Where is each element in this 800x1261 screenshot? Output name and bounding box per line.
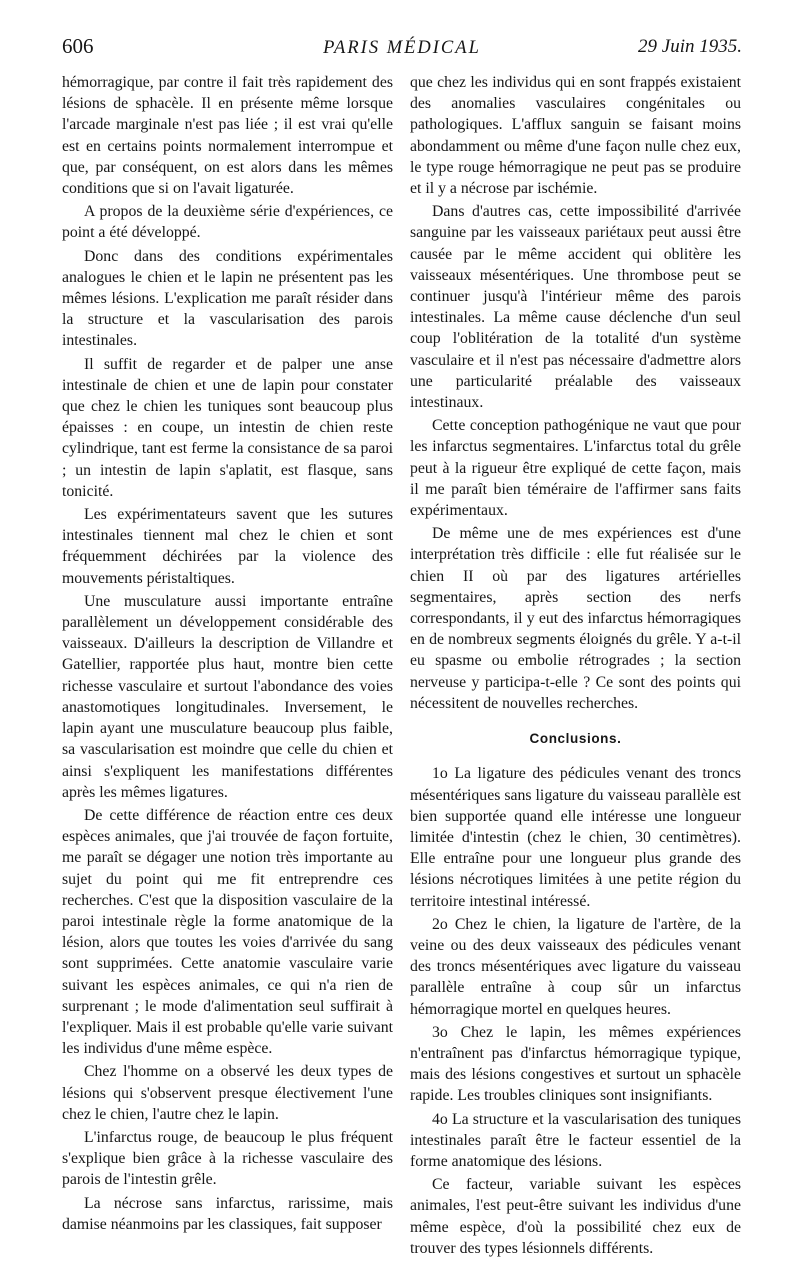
paragraph: L'infarctus rouge, de beaucoup le plus fréquent s'explique bien grâce à la richesse vasculaire des parois de l'intestin grêle. bbox=[62, 1128, 393, 1189]
paragraph: Cette conception pathogénique ne vaut que pour les infarctus segmentaires. L'infarctus total du grêle peut à la rigueur être expliqué de cette façon, mais il me paraît bien téméraire de l'affirmer sans faits expérimentaux. bbox=[410, 417, 741, 520]
left-column bbox=[62, 72, 393, 1237]
paragraph: que chez les individus qui en sont frappés existaient des anomalies vasculaires congénitales ou pathologiques. L'afflux sanguin se faisant moins abondamment ou même d'une façon nulle chez eux, le type rouge hémorragique ne peut pas se produire et il y a nécrose par ischémie. bbox=[410, 74, 741, 198]
paragraph: De même une de mes expériences est d'une interprétation très difficile : elle fut réalisée sur le chien II où par des ligatures artérielles segmentaires, après section des nerfs correspondants, il y eut des infarctus hémorragiques en de nombreux segments éloignés du grêle. Y a-t-il eu spasme ou embolie rétrogrades ; la section nerveuse y participa-t-elle ? Ce sont des points qui nécessitent de nouvelles recherches. bbox=[410, 525, 741, 712]
paragraph: A propos de la deuxième série d'expériences, ce point a été développé. bbox=[62, 203, 393, 242]
conclusion-item: 4o La structure et la vascularisation des tuniques intestinales paraît être le facteur essentiel de la forme anatomique des lésions. bbox=[410, 1110, 741, 1170]
journal-title: PARIS MÉDICAL bbox=[323, 38, 481, 58]
conclusion-item: Ce facteur, variable suivant les espèces animales, l'est peut-être suivant les individus d'une même espèce, d'où la possibilité chez eux de trouver des types lésionnels différents. bbox=[410, 1176, 741, 1257]
conclusions-heading: Conclusions. bbox=[529, 731, 622, 747]
paragraph: La nécrose sans infarctus, rarissime, mais damise néanmoins par les classiques, fait supposer bbox=[62, 1194, 393, 1233]
paragraph: Chez l'homme on a observé les deux types de lésions qui s'observent presque électivement l'une chez le chien, l'autre chez le lapin. bbox=[62, 1063, 393, 1123]
conclusion-item: 2o Chez le chien, la ligature de l'artère, de la veine ou des deux vaisseaux des pédicules venant des troncs mésentériques avec ligature du vaisseau parallèle entraîne à coup sûr un infarctus hémorragique mortel en quelques heures. bbox=[410, 915, 741, 1018]
paragraph: Donc dans des conditions expérimentales analogues le chien et le lapin ne présentent pas les mêmes lésions. L'explication me paraît résider dans la structure et la vascularisation des parois intestinales. bbox=[62, 247, 393, 350]
paragraph: Dans d'autres cas, cette impossibilité d'arrivée sanguine par les vaisseaux pariétaux peut aussi être causée par le même accident qui oblitère les vaisseaux mésentériques. Une thrombose peut se continuer jusqu'à l'intérieur même des parois intestinales. La même cause déclenche d'un seul coup l'oblitération de la totalité d'un système vasculaire et il n'est pas nécessaire d'admettre alors une particularité préalable des vaisseaux intestinaux. bbox=[410, 203, 741, 412]
paragraph: Les expérimentateurs savent que les sutures intestinales tiennent mal chez le chien et sont fréquemment déchirées par la violence des mouvements péristaltiques. bbox=[62, 506, 393, 587]
page-header bbox=[62, 30, 742, 66]
paragraph: hémorragique, par contre il fait très rapidement des lésions de sphacèle. Il en présente même lorsque l'arcade marginale n'est pas liée ; il est vrai qu'elle est en certains points normalement interrompue et que, par conséquent, on est alors dans les mêmes conditions que si on l'avait ligaturée. bbox=[62, 74, 393, 198]
paragraph: Il suffit de regarder et de palper une anse intestinale de chien et une de lapin pour constater que chez le chien les tuniques sont beaucoup plus épaisses : en coupe, un intestin de chien reste cylindrique, tant est ferme la consistance de sa paroi ; un intestin de lapin s'aplatit, est flasque, sans tonicité. bbox=[62, 355, 393, 500]
conclusion-item: 3o Chez le lapin, les mêmes expériences n'entraînent pas d'infarctus hémorragique typique, mais des lésions congestives et surtout un sphacèle rapide. Les troubles cliniques sont insignifiants. bbox=[410, 1023, 741, 1105]
page-number: 606 bbox=[62, 34, 94, 58]
issue-date: 29 Juin 1935. bbox=[638, 36, 742, 57]
paragraph: Une musculature aussi importante entraîne parallèlement un développement considérable des vaisseaux. D'ailleurs la description de Villandre et Gatellier, rapportée plus haut, montre bien cette richesse vasculaire et surtout l'abondance des voies anastomotiques longitudinales. Inversement, le lapin ayant une musculature beaucoup plus faible, sa vascularisation est moindre que celle du chien et ainsi s'expliquent les manifestations différentes après les mêmes ligatures. bbox=[62, 592, 393, 801]
right-column bbox=[410, 72, 741, 1261]
conclusion-item: 1o La ligature des pédicules venant des troncs mésentériques sans ligature du vaisseau parallèle est bien supportée quand elle intéresse une longueur limitée d'intestin (chez le chien, 30 centimètres). Elle entraîne pour une longueur plus grande des lésions nécrotiques limitées à une petite région du territoire intestinal intéressé. bbox=[410, 765, 741, 910]
paragraph: De cette différence de réaction entre ces deux espèces animales, que j'ai trouvée de façon fortuite, me paraît se dégager une notion très importante au sujet du point qui me fit entreprendre ces recherches. C'est que la disposition vasculaire de la paroi intestinale règle la forme anatomique de la lésion, alors que toutes les voies d'arrivée du sang sont supprimées. Cette anatomie vasculaire varie suivant les espèces animales, ce qui n'a rien de surprenant ; le mode d'alimentation seul suffirait à l'expliquer. Mais il est probable qu'elle varie suivant les individus d'une même espèce. bbox=[62, 806, 393, 1058]
